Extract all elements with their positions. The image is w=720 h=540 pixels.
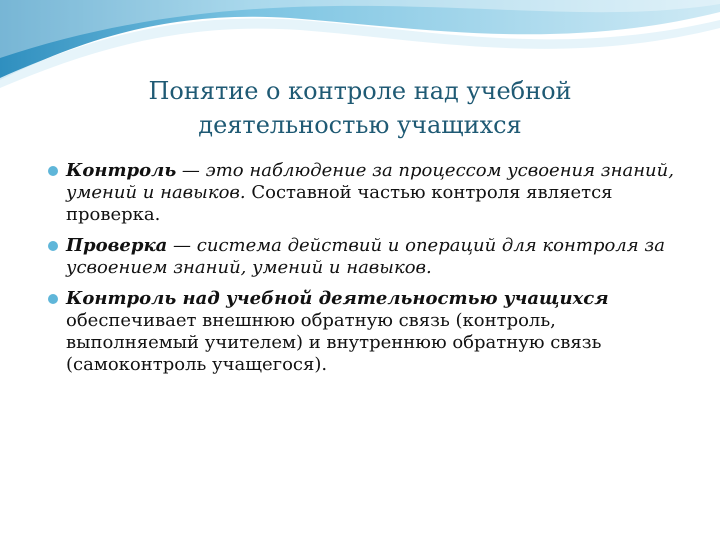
title-line-2: деятельностью учащихся (198, 111, 522, 139)
list-item (48, 160, 688, 226)
bullet-dash: — (176, 160, 206, 181)
bullet-dot-icon (48, 241, 58, 251)
list-item (48, 235, 688, 279)
bullet-term: Контроль (66, 160, 177, 181)
list-item (48, 288, 688, 376)
bullet-dash: — (167, 235, 197, 256)
bullet-text: обеспечивает внешнюю обратную связь (контроль, выполняемый учителем) и внутреннюю обратную связь (самоконтроль учащегося). (66, 310, 602, 375)
bullet-list (48, 160, 688, 385)
bullet-text: Составной частью контроля является проверка. (66, 182, 613, 225)
title-line-1: Понятие о контроле над учебной (148, 77, 572, 105)
bullet-term: Контроль над учебной деятельностью учащихся (66, 288, 609, 309)
bullet-italic-text: это наблюдение за процессом усвоения знаний, умений и навыков. (66, 160, 674, 203)
bullet-dot-icon (48, 294, 58, 304)
bullet-dot-icon (48, 166, 58, 176)
bullet-italic-text: система действий и операций для контроля за усвоением знаний, умений и навыков. (66, 235, 665, 278)
bullet-term: Проверка (66, 235, 168, 256)
page-title (60, 74, 660, 142)
